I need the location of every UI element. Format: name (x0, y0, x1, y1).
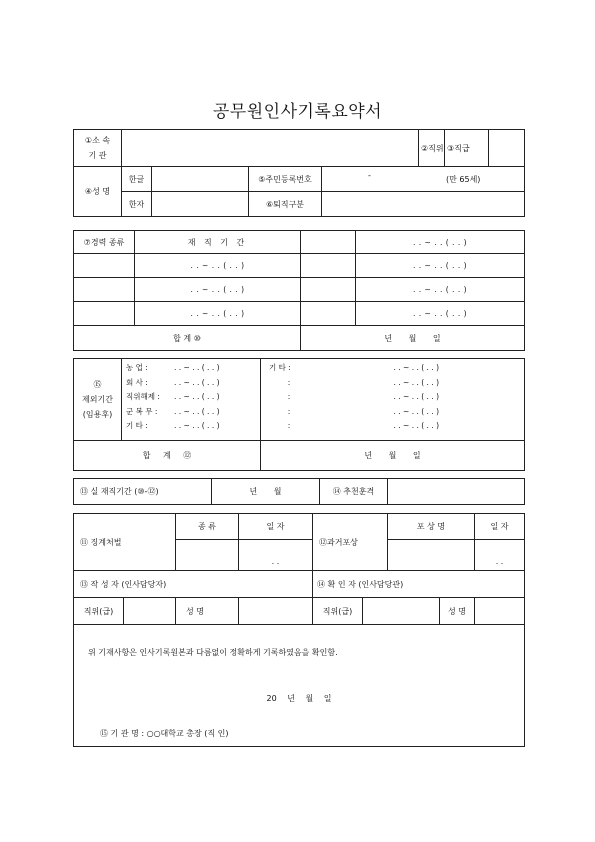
hanja-name-value[interactable] (152, 192, 249, 217)
career-total-label: 합 계 ⑩ (74, 326, 301, 351)
row-label: 기 타 : (126, 421, 148, 431)
row-label: 기 타 : (269, 363, 291, 372)
grade-label: ③직급 (445, 130, 489, 167)
career-type-cell-right[interactable] (301, 231, 356, 254)
actual-tenure-label: ⑬ 실 재직기간 (⑩-⑫) (74, 479, 212, 505)
career-type-cell-right[interactable] (301, 278, 356, 302)
actual-tenure-table (73, 478, 525, 505)
row-label: : (287, 421, 291, 431)
row-label: 농 업 : (126, 363, 148, 372)
date-range[interactable]: . . ~ . . ( . . ) (135, 302, 301, 326)
excluded-period-label: ⑮ 제외기간 (임용후) (74, 359, 122, 441)
confirmation-section (74, 625, 525, 747)
discipline-date-header: 일 자 (239, 514, 313, 540)
writer-rank-label: 직위(급) (74, 598, 124, 625)
career-type-label: ⑦경력 종류 (74, 231, 135, 254)
excluded-period-table (73, 358, 525, 471)
date-range: . . ~ . . ( . . ) (393, 363, 439, 372)
tenure-period-header: 재 직 기 간 (135, 231, 301, 254)
confirmation-date: 20 년 월 일 (266, 694, 332, 703)
grade-value[interactable] (489, 130, 525, 167)
hanja-label: 한자 (122, 192, 152, 217)
checker-name-value[interactable] (475, 598, 525, 625)
retire-type-label: ⑥퇴직구분 (249, 192, 322, 217)
excluded-period-list-left (122, 359, 261, 441)
farming-row[interactable] (126, 361, 256, 376)
affiliation-label: ①소 속 기 관 (74, 130, 122, 167)
actual-tenure-value: 년 월 (212, 479, 320, 505)
award-date-value[interactable]: . . (475, 540, 525, 571)
award-name-value[interactable] (388, 540, 475, 571)
other-row[interactable] (126, 419, 256, 434)
resident-number-dash: - (368, 171, 371, 180)
resident-number-label: ⑤주민등록번호 (249, 167, 322, 192)
document-title: 공무원인사기록요약서 (212, 102, 383, 122)
position-label: ②직위 (419, 130, 445, 167)
hangul-name-value[interactable] (152, 167, 249, 192)
checker-rank-label: 직위(급) (313, 598, 363, 625)
date-range: . . ~ . . ( . . ) (393, 406, 439, 416)
row-label: : (287, 406, 291, 416)
military-row[interactable] (126, 405, 256, 420)
date-range: . . ~ . . ( . . ) (174, 392, 220, 402)
writer-name-label: 성 명 (176, 598, 239, 625)
row-label: 회 사 : (126, 377, 148, 387)
career-type-cell[interactable] (74, 302, 135, 326)
date-range[interactable]: . . ~ . . ( . . ) (356, 278, 525, 302)
company-row[interactable] (126, 376, 256, 391)
excluded-period-list-right (261, 359, 525, 441)
date-range[interactable]: . . ~ . . ( . . ) (356, 302, 525, 326)
other-row[interactable] (269, 419, 520, 434)
career-type-cell[interactable] (74, 254, 135, 278)
checker-name-label: 성 명 (440, 598, 475, 625)
date-range: . . ~ . . ( . . ) (393, 421, 439, 431)
discipline-award-table (73, 513, 525, 747)
writer-rank-value[interactable] (124, 598, 176, 625)
excluded-total-value: 년 월 일 (261, 441, 525, 471)
recommend-value[interactable] (388, 479, 525, 505)
retire-type-value[interactable] (322, 192, 525, 217)
date-range: . . ~ . . ( . . ) (393, 392, 439, 402)
date-range: . . ~ . . ( . . ) (174, 421, 220, 431)
row-label: : (287, 392, 291, 402)
writer-label: ⑬ 작 성 자 (인사담당자) (74, 571, 313, 598)
career-total-value: 년 월 일 (301, 326, 525, 351)
date-range: . . ~ . . ( . . ) (174, 406, 220, 416)
discipline-date-value[interactable]: . . (239, 540, 313, 571)
career-type-cell-right[interactable] (301, 254, 356, 278)
date-range: . . ~ . . ( . . ) (174, 363, 220, 372)
affiliation-value[interactable] (122, 130, 419, 167)
institution-name: ⑮ 기 관 명 : ○○대학교 총장 (직 인) (100, 729, 229, 738)
discipline-label: ⑪ 징계처벌 (74, 514, 176, 571)
date-range[interactable]: . . ~ . . ( . . ) (356, 231, 525, 254)
award-date-header: 일 자 (475, 514, 525, 540)
date-range: . . ~ . . ( . . ) (174, 377, 220, 387)
discipline-type-value[interactable] (176, 540, 239, 571)
award-name-header: 포 상 명 (388, 514, 475, 540)
suspension-row[interactable] (126, 390, 256, 405)
discipline-type-header: 종 류 (176, 514, 239, 540)
resident-number-value[interactable] (322, 167, 525, 192)
other-row[interactable] (269, 361, 520, 376)
past-award-label: ⑫과거포상 (313, 514, 388, 571)
date-range[interactable]: . . ~ . . ( . . ) (356, 254, 525, 278)
writer-name-value[interactable] (239, 598, 313, 625)
career-type-cell-right[interactable] (301, 302, 356, 326)
career-table (73, 230, 525, 351)
other-row[interactable] (269, 390, 520, 405)
date-range: . . ~ . . ( . . ) (393, 377, 439, 387)
name-label: ④성 명 (74, 167, 122, 217)
checker-rank-value[interactable] (363, 598, 440, 625)
other-row[interactable] (269, 376, 520, 391)
excluded-total-label: 합 계 ⑫ (74, 441, 261, 471)
row-label: 군 복 무 : (126, 406, 158, 416)
checker-label: ⑭ 확 인 자 (인사담당관) (313, 571, 525, 598)
recommend-label: ⑭ 추천훈격 (320, 479, 388, 505)
confirmation-statement: 위 기재사항은 인사기록원본과 다름없이 정확하게 기록하였음을 확인함. (88, 648, 338, 657)
career-type-cell[interactable] (74, 278, 135, 302)
other-row[interactable] (269, 405, 520, 420)
date-range[interactable]: . . ~ . . ( . . ) (135, 254, 301, 278)
personal-info-table (73, 129, 525, 217)
date-range[interactable]: . . ~ . . ( . . ) (135, 278, 301, 302)
row-label: 직위해제 : (126, 392, 160, 402)
row-label: : (287, 377, 291, 387)
hangul-label: 한글 (122, 167, 152, 192)
age-label: (만 65세) (446, 175, 481, 184)
